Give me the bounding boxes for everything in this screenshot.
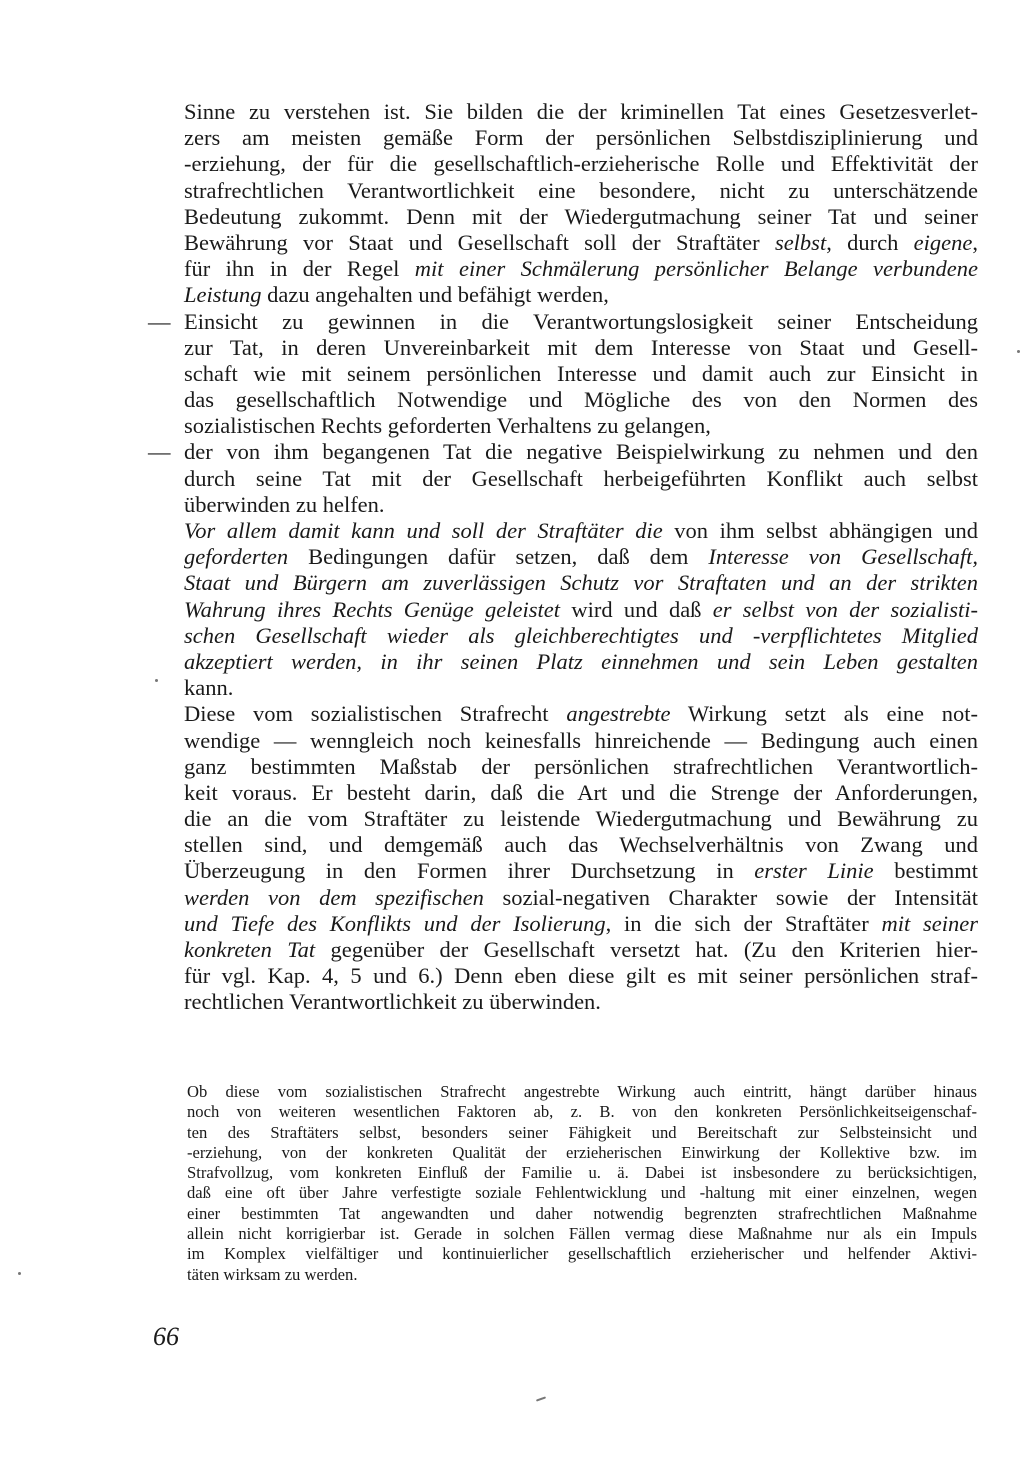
emphasis-text: werden von dem spezifischen: [184, 884, 503, 910]
text-segment: Überzeugung in den Formen ihrer Durchsetzung in: [184, 858, 755, 884]
emphasis-text: er selbst von der sozialisti-: [712, 596, 978, 622]
text-line: [184, 361, 978, 387]
emphasis-text: selbst: [774, 229, 827, 255]
text-segment: für ihn in der Regel: [184, 256, 415, 282]
footnote-line: im Komplex vielfältiger und kontinuierlicher gesellschaftlich erzieherischer und helfender Aktivi-: [187, 1244, 977, 1264]
emphasis-text: schen Gesellschaft wieder als gleichberechtigtes und -verpflichtetes Mitglied: [184, 622, 978, 648]
text-segment: rechtlichen Verantwortlichkeit zu überwinden.: [184, 989, 601, 1015]
text-line: [184, 178, 978, 204]
footnote-line: Strafvollzug, vom konkreten Einfluß der Familie u. ä. Dabei ist insbesondere zu berücksichtigen,: [187, 1163, 977, 1183]
text-line: [184, 466, 978, 492]
text-segment: wird und daß: [560, 596, 713, 622]
emphasis-text: Interesse von Gesellschaft,: [708, 544, 978, 570]
text-segment: zur Tat, in deren Unvereinbarkeit mit dem Interesse von Staat und Gesell-: [184, 334, 978, 360]
scan-speck: [1017, 350, 1020, 353]
scan-speck: [18, 1272, 21, 1275]
text-line: [184, 597, 978, 623]
text-segment: Bewährung vor Staat und Gesellschaft soll der Straftäter: [184, 229, 775, 255]
text-line: [184, 256, 978, 282]
page-number: 66: [153, 1322, 179, 1351]
text-line: [184, 335, 978, 361]
footnote: [187, 1082, 977, 1285]
text-segment: sozialistischen Rechts geforderten Verhaltens zu gelangen,: [184, 413, 711, 439]
footnote-line: allein nicht korrigierbar ist. Gerade in solchen Fällen vermag diese Maßnahme nur als ein Impuls: [187, 1224, 977, 1244]
text-line: [184, 204, 978, 230]
emphasis-text: Staat und Bürgern am zuverlässigen Schutz vor Straftaten und an der strikten: [184, 570, 978, 596]
text-line: [184, 832, 978, 858]
text-segment: ganz bestimmten Maßstab der persönlichen strafrechtlichen Verantwortlich-: [184, 753, 978, 779]
list-dash: —: [148, 308, 171, 334]
text-line: [184, 649, 978, 675]
text-line: [184, 125, 978, 151]
emphasis-text: Vor allem damit kann und soll der Straftäter die: [184, 518, 675, 543]
text-line: [184, 675, 978, 701]
text-line: [184, 151, 978, 177]
text-segment: der von ihm begangenen Tat die negative Beispielwirkung zu nehmen und den: [184, 439, 978, 465]
emphasis-text: und Tiefe des Konflikts und der Isolierung: [184, 910, 606, 936]
text-segment: die an die vom Straftäter zu leistende Wiedergutmachung und Bewährung zu: [184, 806, 978, 832]
text-segment: keit voraus. Er besteht darin, daß die Art und die Strenge der Anforderungen,: [184, 779, 978, 805]
text-line: [184, 989, 978, 1015]
text-segment: gegenüber der Gesellschaft versetzt hat. (Zu den Kriterien hier-: [315, 937, 978, 962]
text-line: [184, 963, 978, 989]
footnote-line: -erziehung, von der konkreten Qualität der erzieherischen Einwirkung der Kollektive bzw. im: [187, 1142, 977, 1162]
text-line: [148, 308, 978, 335]
emphasis-text: Leistung: [184, 282, 262, 308]
footnote-line: daß eine oft über Jahre verfestigte soziale Fehlentwicklung und -haltung mit einer einzelnen, wegen: [187, 1183, 977, 1203]
text-segment: Bedeutung zukommt. Denn mit der Wiedergutmachung seiner Tat und seiner: [184, 203, 978, 229]
text-line: [184, 230, 978, 256]
text-segment: Einsicht zu gewinnen in die Verantwortungslosigkeit seiner Entscheidung: [184, 308, 978, 334]
text-segment: das gesellschaftlich Notwendige und Mögliche des von den Normen des: [184, 387, 978, 413]
text-segment: dazu angehalten und befähigt werden,: [261, 282, 609, 308]
text-segment: Sinne zu verstehen ist. Sie bilden die der kriminellen Tat eines Gesetzesverlet-: [184, 99, 978, 124]
text-segment: , in die sich der Straftäter: [605, 910, 882, 936]
text-line: [184, 885, 978, 911]
text-segment: , durch: [826, 229, 914, 255]
footnote-line: Ob diese vom sozialistischen Strafrecht angestrebte Wirkung auch eintritt, hängt darüber hinaus: [187, 1082, 977, 1101]
text-line: [184, 492, 978, 518]
text-line: [184, 911, 978, 937]
footnote-line: ten des Straftäters selbst, besonders seiner Fähigkeit und Bereitschaft zur Selbsteinsicht und: [187, 1122, 977, 1142]
text-segment: sozial-negativen Charakter sowie der Intensität: [502, 884, 979, 910]
emphasis-text: geforderten: [184, 544, 289, 570]
text-line: [184, 780, 978, 806]
emphasis-text: mit einer Schmälerung persönlicher Belange verbundene: [414, 256, 978, 282]
text-line: [184, 99, 978, 125]
emphasis-text: mit seiner: [881, 910, 979, 936]
text-segment: überwinden zu helfen.: [184, 491, 385, 517]
text-line: [184, 623, 978, 649]
text-line: [184, 858, 978, 884]
emphasis-text: erster Linie: [754, 858, 874, 884]
text-line: [184, 728, 978, 754]
text-line: [184, 387, 978, 413]
footnote-line: noch von weiteren wesentlichen Faktoren ab, z. B. von den konkreten Persönlichkeitseigenschaf-: [187, 1102, 977, 1122]
text-segment: ,: [972, 229, 978, 255]
text-segment: Diese vom sozialistischen Strafrecht: [184, 701, 567, 727]
text-segment: wendige — wenngleich noch keinesfalls hinreichende — Bedingung auch einen: [184, 727, 978, 753]
text-segment: schaft wie mit seinem persönlichen Interesse und damit auch zur Einsicht in: [184, 360, 978, 386]
emphasis-text: Wahrung ihres Rechts Genüge geleistet: [184, 596, 561, 622]
scan-speck: [536, 1396, 546, 1401]
emphasis-text: konkreten Tat: [184, 937, 316, 962]
text-line: [184, 518, 978, 544]
text-line: [184, 282, 978, 308]
text-segment: stellen sind, und demgemäß auch das Wechselverhältnis von Zwang und: [184, 832, 978, 858]
emphasis-text: eigene: [913, 229, 973, 255]
text-segment: für vgl. Kap. 4, 5 und 6.) Denn eben diese gilt es mit seiner persönlichen straf-: [184, 963, 978, 989]
text-segment: Wirkung setzt als eine not-: [670, 701, 979, 727]
text-line: [184, 701, 978, 727]
text-segment: strafrechtlichen Verantwortlichkeit eine besondere, nicht zu unterschätzende: [184, 177, 978, 203]
list-dash: —: [148, 439, 171, 465]
text-line: [184, 937, 978, 963]
text-segment: kann.: [184, 675, 234, 701]
scan-speck: [155, 679, 158, 682]
text-segment: von ihm selbst abhängigen und: [674, 518, 978, 543]
text-segment: durch seine Tat mit der Gesellschaft herbeigeführten Konflikt auch selbst: [184, 465, 978, 491]
text-segment: -erziehung, der für die gesellschaftlich-erzieherische Rolle und Effektivität der: [184, 151, 978, 177]
body-text: [148, 99, 979, 1016]
text-segment: bestimmt: [873, 858, 978, 884]
text-line: [184, 754, 978, 780]
emphasis-text: akzeptiert werden, in ihr seinen Platz einnehmen und sein Leben gestalten: [184, 648, 978, 674]
text-segment: zers am meisten gemäße Form der persönlichen Selbstdisziplinierung und: [184, 125, 978, 151]
text-line: [184, 413, 978, 439]
text-line: [184, 806, 978, 832]
text-line: [184, 570, 978, 596]
emphasis-text: angestrebte: [566, 701, 671, 727]
text-line: [148, 439, 978, 465]
footnote-line: täten wirksam zu werden.: [187, 1264, 358, 1284]
text-line: [184, 544, 978, 570]
footnote-line: einer bestimmten Tat angewandten und daher notwendig begrenzten strafrechtlichen Maßnahme: [187, 1203, 977, 1223]
text-segment: Bedingungen dafür setzen, daß dem: [288, 544, 709, 570]
